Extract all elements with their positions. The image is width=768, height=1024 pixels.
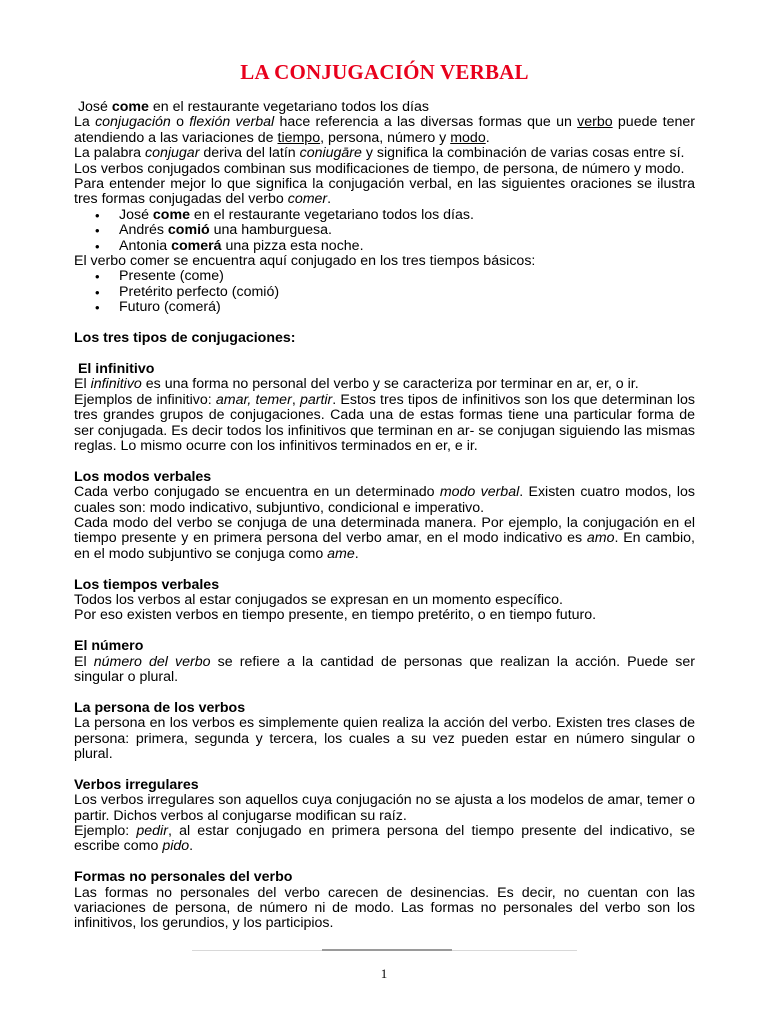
section-heading-numero: El número	[74, 638, 144, 655]
numero-paragraph-1: El número del verbo se refiere a la cantidad de personas que realizan la acción. Puede ser singular o plural.	[74, 653, 695, 685]
list-item: • Antonia comerá una pizza esta noche.	[74, 239, 695, 254]
link-tiempo[interactable]: tiempo	[277, 129, 321, 146]
list-item: • Pretérito perfecto (comió)	[74, 285, 695, 300]
infinitivo-paragraph-1: El infinitivo es una forma no personal del verbo y se caracteriza por terminar en ar, er, o ir.	[74, 376, 639, 393]
intro-paragraph-examples-lead: Para entender mejor lo que significa la conjugación verbal, en las siguientes oraciones se ilustra tres formas conjugadas del verbo comer.	[74, 176, 695, 208]
irregulares-paragraph-1: Los verbos irregulares son aquellos cuya conjugación no se ajusta a los modelos de amar, temer o partir. Dichos verbos al conjugarse modifican su raíz.	[74, 792, 695, 824]
tenses-list	[74, 269, 695, 315]
list-item: • Futuro (comerá)	[74, 300, 695, 315]
modos-paragraph-2: Cada modo del verbo se conjuga de una determinada manera. Por ejemplo, la conjugación en el tiempo presente y en primera persona del verbo amar, en el modo indicativo es amo. En cambio, en el modo subjuntivo se conjuga como ame.	[74, 514, 695, 562]
link-verbo[interactable]: verbo	[577, 114, 613, 131]
irregulares-paragraph-2: Ejemplo: pedir, al estar conjugado en primera persona del tiempo presente del indicativo, se escribe como pido.	[74, 822, 696, 855]
section-heading-tipos: Los tres tipos de conjugaciones:	[74, 330, 296, 347]
examples-list	[74, 208, 695, 254]
tiempos-paragraph-1: Todos los verbos al estar conjugados se expresan en un momento específico.	[74, 591, 563, 608]
list-item: • José come en el restaurante vegetariano todos los días.	[74, 208, 695, 223]
infinitivo-paragraph-2: Ejemplos de infinitivo: amar, temer, partir. Estos tres tipos de infinitivos son los que determinan los tres grandes grupos de conjugaciones. Cada una de estas formas tiene una particular forma de ser conjugada. Es decir todos los infinitivos que terminan en ar- se conjugan siguiendo las mismas reglas. Lo mismo ocurre con los infinitivos terminados en er, e ir.	[74, 391, 696, 454]
footer-divider	[192, 950, 577, 951]
intro-paragraph-tenses-lead: El verbo comer se encuentra aquí conjugado en los tres tiempos básicos:	[74, 253, 536, 270]
intro-sentence: José come en el restaurante vegetariano todos los días	[77, 99, 429, 115]
section-heading-tiempos: Los tiempos verbales	[74, 576, 220, 593]
list-item: • Andrés comió una hamburguesa.	[74, 223, 695, 238]
persona-paragraph-1: La persona en los verbos es simplemente quien realiza la acción del verbo. Existen tres clases de persona: primera, segunda y tercera, los cuales a su vez pueden estar en número singular o plural.	[74, 715, 695, 762]
formas-paragraph-1: Las formas no personales del verbo carecen de desinencias. Es decir, no cuentan con las variaciones de persona, de número ni de modo. Las formas no personales del verbo son los infinitivos, los gerundios, y los participios.	[74, 884, 695, 932]
intro-paragraph-definition: La conjugación o flexión verbal hace referencia a las diversas formas que un verbo puede tener atendiendo a las variaciones de tiempo, persona, número y modo.	[74, 114, 695, 146]
intro-paragraph-combination: Los verbos conjugados combinan sus modificaciones de tiempo, de persona, de número y modo.	[74, 160, 685, 177]
tiempos-paragraph-2: Por eso existen verbos en tiempo presente, en tiempo pretérito, o en tiempo futuro.	[74, 607, 597, 624]
modos-paragraph-1: Cada verbo conjugado se encuentra en un determinado modo verbal. Existen cuatro modos, los cuales son: modo indicativo, subjuntivo, condicional e imperativo.	[74, 484, 696, 516]
section-heading-infinitivo: El infinitivo	[74, 360, 155, 377]
section-heading-formas: Formas no personales del verbo	[74, 869, 293, 886]
document-title: LA CONJUGACIÓN VERBAL	[240, 60, 529, 84]
page-number: 1	[380, 966, 388, 981]
section-heading-persona: La persona de los verbos	[74, 699, 246, 716]
section-heading-modos: Los modos verbales	[74, 468, 212, 485]
section-heading-irregulares: Verbos irregulares	[74, 776, 199, 793]
document-body	[74, 100, 695, 932]
list-item: • Presente (come)	[74, 269, 695, 284]
link-modo[interactable]: modo	[450, 129, 486, 146]
intro-paragraph-etymology: La palabra conjugar deriva del latín coniugāre y significa la combinación de varias cosas entre sí.	[74, 145, 685, 162]
